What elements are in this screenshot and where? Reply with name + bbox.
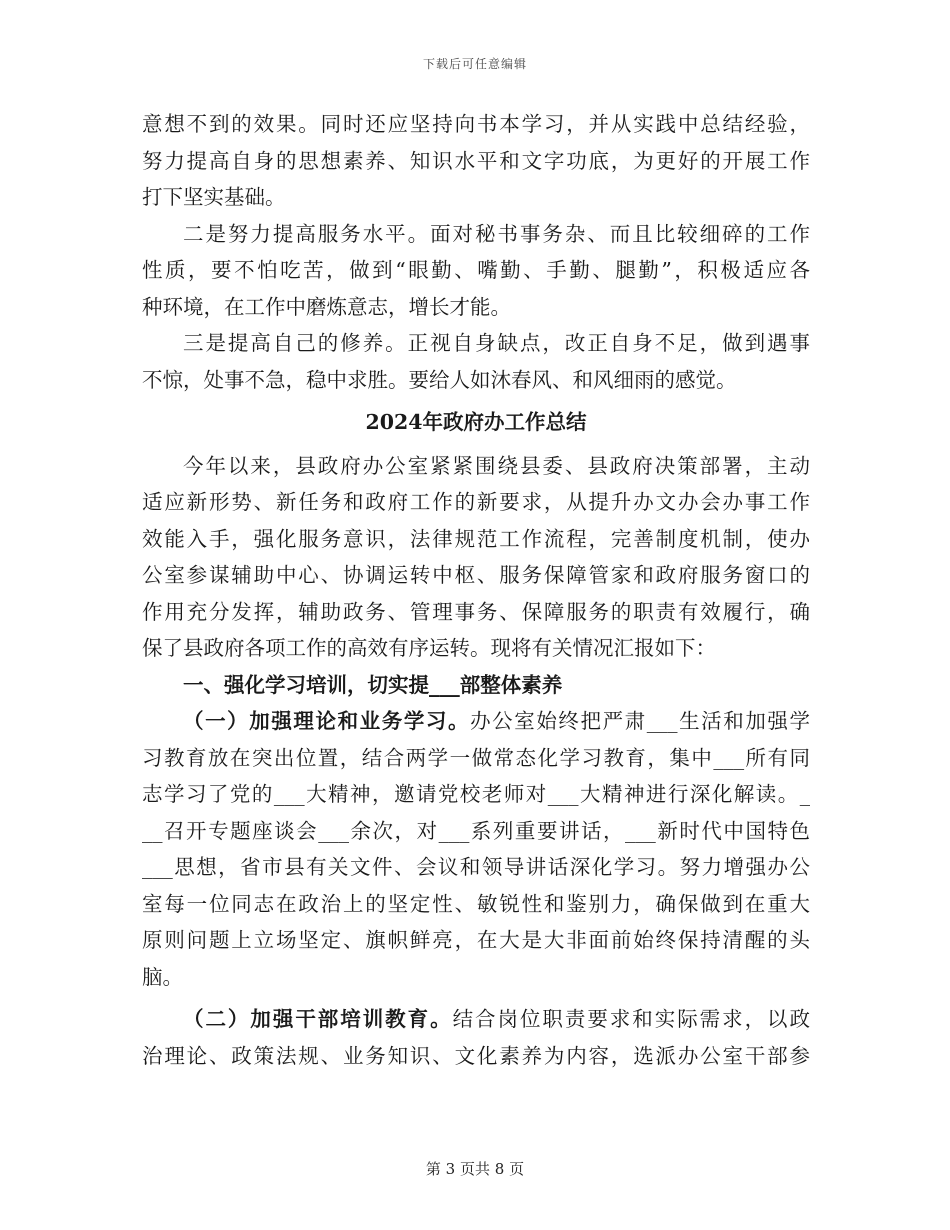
text-line: 志学习了党的___大精神，邀请党校老师对___大精神进行深化解读。_	[142, 782, 810, 806]
subsection-heading: （二）加强干部培训教育。	[183, 1007, 453, 1031]
text-line	[142, 703, 810, 740]
text-line: 二是努力提高服务水平。面对秘书事务杂、而且比较细碎的工作	[183, 221, 810, 246]
text-line: 种环境，在工作中磨炼意志，增长才能。	[142, 294, 511, 319]
paragraph-continuation	[142, 106, 810, 216]
text-span: 办公室始终把严肃___生活和加强学	[470, 709, 811, 733]
paragraph-introduction	[142, 448, 810, 667]
section-heading: 一、强化学习培训，切实提___部整体素养	[183, 672, 563, 697]
paragraph-self-cultivation	[142, 325, 810, 398]
text-line: 原则问题上立场坚定、旗帜鲜亮，在大是大非面前始终保持清醒的头	[142, 928, 810, 952]
text-line: 脑。	[142, 964, 183, 989]
text-line: 保了县政府各项工作的高效有序运转。现将有关情况汇报如下：	[142, 636, 716, 660]
text-span: 结合岗位职责要求和实际需求，以政	[452, 1007, 811, 1031]
text-line: 打下坚实基础。	[142, 185, 286, 209]
paragraph-cadre-training	[142, 1001, 810, 1074]
text-line: 习教育放在突出位置，结合两学一做常态化学习教育，集中___所有同	[142, 745, 810, 770]
text-line: 意想不到的效果。同时还应坚持向书本学习，并从实践中总结经验，	[142, 112, 810, 136]
page-header-note: 下载后可任意编辑	[422, 57, 527, 71]
text-line: 不惊，处事不急，稳中求胜。要给人如沐春风、和风细雨的感觉。	[142, 367, 737, 392]
text-line: 公室参谋辅助中心、协调运转中枢、服务保障管家和政府服务窗口的	[142, 563, 810, 587]
text-line: 今年以来，县政府办公室紧紧围绕县委、县政府决策部署，主动	[183, 453, 810, 478]
text-line: 性质，要不怕吃苦，做到“眼勤、嘴勤、手勤、腿勤”，积极适应各	[142, 258, 810, 282]
document-title: 2024年政府办工作总结	[365, 410, 587, 434]
paragraph-service-level	[142, 216, 810, 326]
text-line: 适应新形势、新任务和政府工作的新要求，从提升办文办会办事工作	[142, 490, 810, 514]
text-line	[142, 1001, 810, 1038]
text-line: 努力提高自身的思想素养、知识水平和文字功底，为更好的开展工作	[142, 148, 810, 173]
text-line: ___思想，省市县有关文件、会议和领导讲话深化学习。努力增强办公	[142, 855, 810, 879]
text-line: 室每一位同志在政治上的坚定性、敏锐性和鉴别力，确保做到在重大	[142, 891, 810, 916]
document-body	[142, 106, 810, 1074]
paragraph-theory-study	[142, 703, 810, 995]
text-line: 效能入手，强化服务意识，法律规范工作流程，完善制度机制，使办	[142, 526, 810, 551]
subsection-heading: （一）加强理论和业务学习。	[183, 709, 471, 733]
text-line: __召开专题座谈会___余次，对___系列重要讲话，___新时代中国特色	[142, 818, 810, 843]
text-line: 作用充分发挥，辅助政务、管理事务、保障服务的职责有效履行，确	[142, 599, 810, 624]
text-line: 治理论、政策法规、业务知识、文化素养为内容，选派办公室干部参	[142, 1043, 810, 1068]
page-number-footer: 第 3 页共 8 页	[425, 1160, 525, 1178]
text-line: 三是提高自己的修养。正视自身缺点，改正自身不足，做到遇事	[183, 331, 810, 355]
